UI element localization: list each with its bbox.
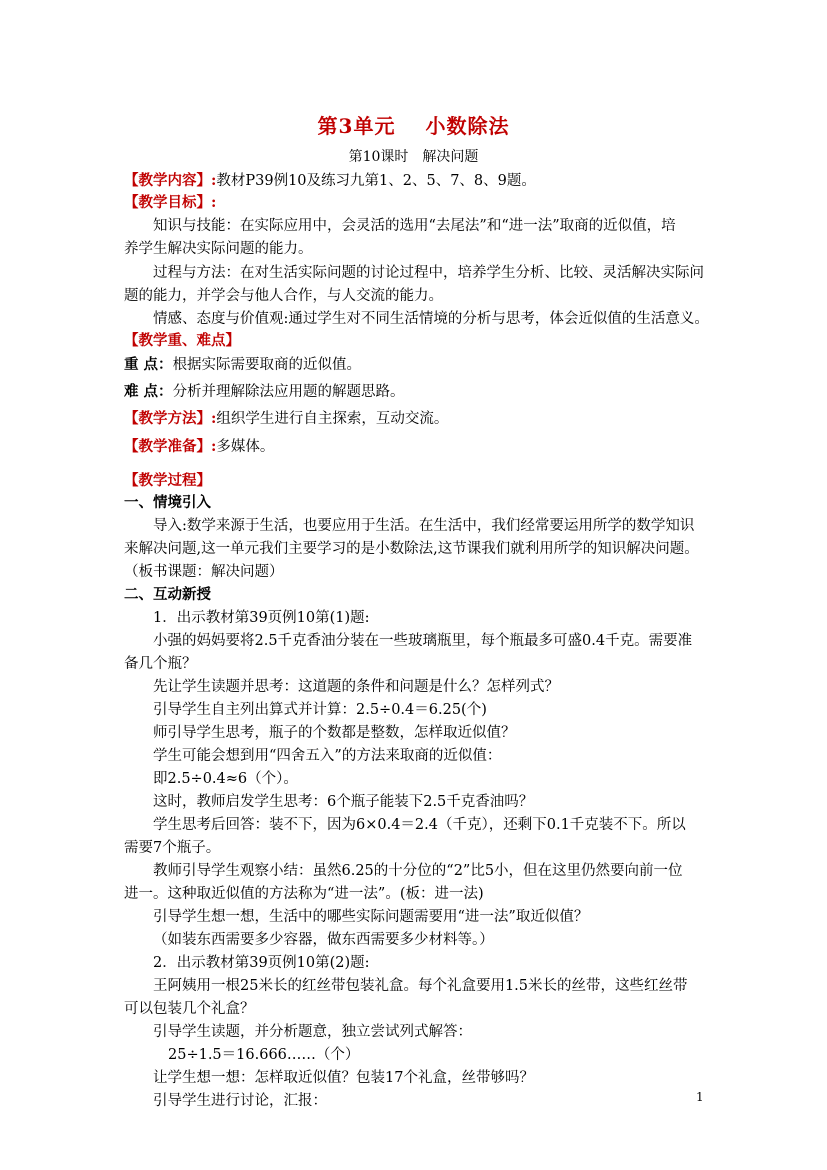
goal-1-line-a: 知识与技能：在实际应用中，会灵活的选用“去尾法”和“进一法”取商的近似值，培 — [153, 218, 676, 234]
paragraph-2a: 小强的妈妈要将2.5千克香油分装在一些玻璃瓶里，每个瓶最多可盛0.4千克。需要准 — [153, 633, 693, 649]
paragraph-15: 引导学生读题，并分析题意，独立尝试列式解答： — [153, 1024, 472, 1040]
paragraph-13: 2．出示教材第39页例10第(2)题: — [153, 955, 370, 971]
paragraph-5: 师引导学生思考，瓶子的个数都是整数，怎样取近似值？ — [153, 725, 516, 741]
intro-line-b: 来解决问题,这一单元我们主要学习的是小数除法,这节课我们就利用所学的知识解决问题。 — [124, 541, 699, 557]
section-1-heading: 一、情境引入 — [124, 494, 211, 511]
unit-title: 第3单元 — [317, 114, 396, 138]
method-label: 【教学方法】: — [124, 410, 217, 427]
lesson-name: 解决问题 — [422, 149, 479, 165]
page-title — [0, 110, 827, 139]
process-heading — [124, 470, 714, 492]
paragraph-10b: 进一。这种取近似值的方法称为“进一法”。(板：进一法) — [124, 886, 484, 902]
intro-line-c: （板书课题：解决问题） — [124, 564, 284, 580]
paragraph-14b: 可以包装几个礼盒？ — [124, 1001, 255, 1017]
difficulty-label: 难 点： — [124, 383, 173, 400]
paragraph-4: 引导学生自主列出算式并计算：2.5÷0.4＝6.25(个) — [153, 702, 487, 718]
goal-1-line-b: 养学生解决实际问题的能力。 — [124, 241, 313, 257]
paragraph-10a: 教师引导学生观察小结：虽然6.25的十分位的“2”比5小，但在这里仍然要向前一位 — [153, 863, 683, 879]
content-label: 【教学内容】: — [124, 172, 217, 189]
goal-2-line-b: 题的能力，并学会与他人合作，与人交流的能力。 — [124, 288, 443, 304]
paragraph-6: 学生可能会想到用“四舍五入”的方法来取商的近似值： — [153, 748, 502, 764]
prep-label: 【教学准备】: — [124, 438, 217, 455]
method-line — [124, 408, 714, 430]
goals-heading — [124, 192, 714, 214]
difficulty-line — [124, 381, 714, 403]
paragraph-2b: 备几个瓶？ — [124, 656, 197, 672]
paragraph-16: 25÷1.5＝16.666……（个） — [168, 1047, 360, 1063]
section-2-heading: 二、互动新授 — [124, 586, 211, 603]
prep-text: 多媒体。 — [216, 439, 275, 455]
paragraph-9b: 需要7个瓶子。 — [124, 840, 221, 856]
prep-line — [124, 436, 714, 458]
paragraph-17: 让学生想一想：怎样取近似值？包装17个礼盒，丝带够吗？ — [153, 1070, 534, 1086]
paragraph-7: 即2.5÷0.4≈6（个）。 — [153, 771, 298, 787]
goals-label: 【教学目标】: — [124, 194, 217, 211]
page-number: 1 — [696, 1090, 704, 1104]
keypoints-label: 【教学重、难点】 — [124, 332, 240, 349]
paragraph-1: 1．出示教材第39页例10第(1)题: — [153, 610, 370, 626]
paragraph-11: 引导学生想一想，生活中的哪些实际问题需要用“进一法”取近似值？ — [153, 909, 589, 925]
topic-title: 小数除法 — [425, 114, 510, 138]
key-point-line — [124, 354, 714, 376]
lesson-number: 第10课时 — [348, 149, 409, 165]
paragraph-3: 先让学生读题并思考：这道题的条件和问题是什么？怎样列式？ — [153, 679, 559, 695]
key-point-label: 重 点： — [124, 356, 173, 373]
method-text: 组织学生进行自主探索，互动交流。 — [216, 411, 449, 427]
key-point-text: 根据实际需要取商的近似值。 — [172, 357, 362, 373]
lesson-subtitle — [0, 146, 827, 166]
content-line — [124, 170, 714, 192]
keypoints-heading — [124, 330, 714, 352]
paragraph-18: 引导学生进行讨论，汇报： — [153, 1093, 327, 1109]
paragraph-9a: 学生思考后回答：装不下，因为6×0.4＝2.4（千克），还剩下0.1千克装不下。所以 — [153, 817, 686, 833]
paragraph-14a: 王阿姨用一根25米长的红丝带包装礼盒。每个礼盒要用1.5米长的丝带，这些红丝带 — [153, 978, 688, 994]
goal-2-line-a: 过程与方法：在对生活实际问题的讨论过程中，培养学生分析、比较、灵活解决实际问 — [153, 265, 704, 281]
paragraph-8: 这时，教师启发学生思考：6个瓶子能装下2.5千克香油吗？ — [153, 794, 534, 810]
difficulty-text: 分析并理解除法应用题的解题思路。 — [172, 384, 405, 400]
content-text: 教材P39例10及练习九第1、2、5、7、8、9题。 — [216, 173, 536, 189]
goal-3-line: 情感、态度与价值观:通过学生对不同生活情境的分析与思考，体会近似值的生活意义。 — [153, 311, 709, 327]
process-label: 【教学过程】 — [124, 472, 211, 489]
intro-line-a: 导入:数学来源于生活，也要应用于生活。在生活中，我们经常要运用所学的数学知识 — [153, 518, 695, 534]
paragraph-12: （如装东西需要多少容器，做东西需要多少材料等。） — [153, 932, 494, 948]
